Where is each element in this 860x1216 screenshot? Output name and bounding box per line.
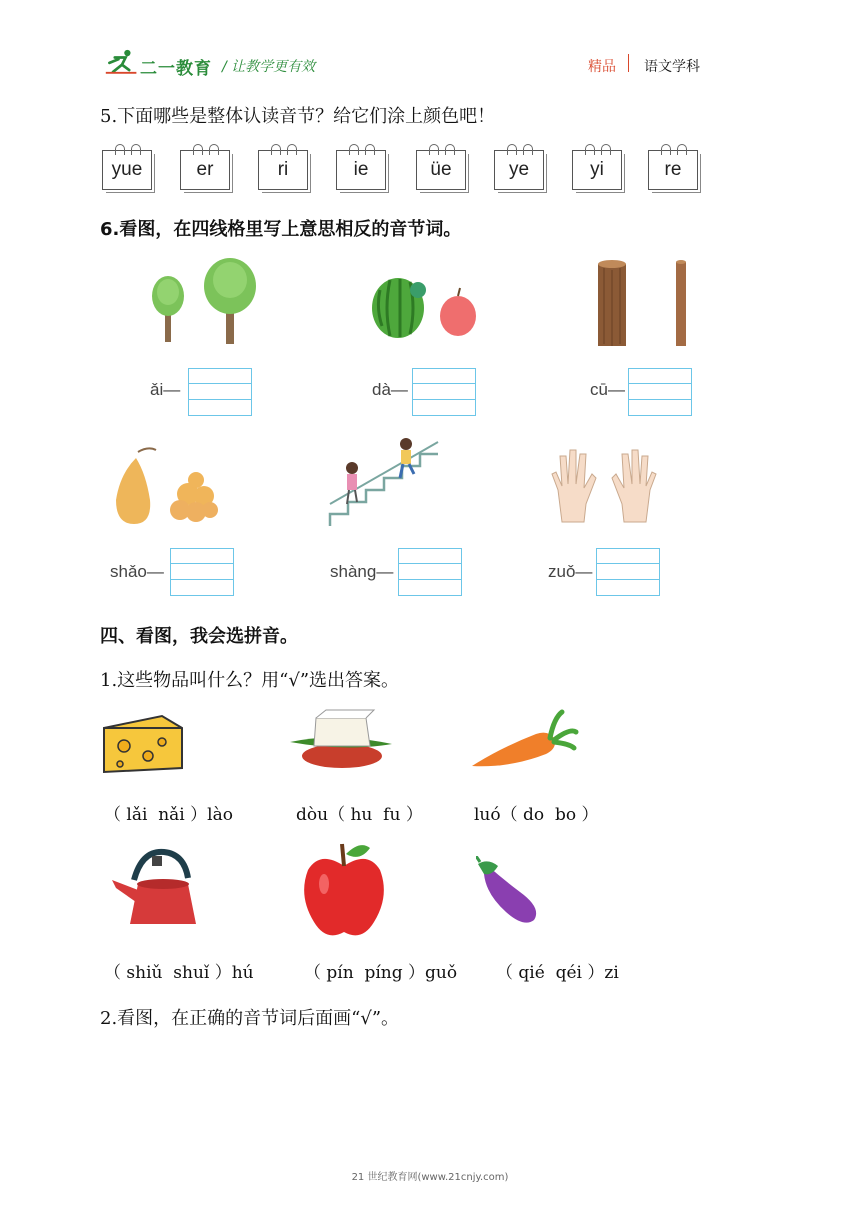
four-line-grid[interactable] [628,368,692,416]
header-subject: 语文学科 [644,59,700,75]
syllable-card[interactable] [494,150,544,190]
grid-line [399,579,461,580]
watermelon-apple-picture [370,270,480,340]
syllable-card[interactable] [648,150,698,190]
syllable-card-label: ie [353,159,369,180]
syllable-card-label: re [664,159,682,180]
syllable-card[interactable] [336,150,386,190]
grid-line [629,399,691,400]
opposite-pinyin-label: shǎo— [110,562,164,581]
opposite-pinyin-label: ǎi— [150,380,181,399]
pinyin-choice-carrot[interactable]: luó（ do bo ） [474,805,599,825]
four-line-grid[interactable] [596,548,660,596]
syllable-card[interactable] [258,150,308,190]
s4-q2-title: 2.看图，在正确的音节词后面画“√”。 [100,1008,400,1029]
four-line-grid[interactable] [412,368,476,416]
trees-picture [148,256,260,348]
syllable-card[interactable] [102,150,152,190]
header-slogan: / 让教学更有效 [222,59,316,75]
syllable-card-label: üe [430,159,452,180]
opposite-pinyin-label: dà— [372,380,408,399]
cheese-picture [102,712,184,774]
carrot-picture [470,708,580,774]
hands-picture [548,444,660,524]
apple-picture [300,840,390,942]
syllable-card-label: ye [508,159,530,180]
syllable-card[interactable] [572,150,622,190]
pinyin-choice-eggplant[interactable]: （ qié qéi ）zi [496,963,619,983]
grid-line [629,383,691,384]
four-line-grid[interactable] [398,548,462,596]
eggplant-picture [476,856,542,926]
syllable-card-label: ri [277,159,289,180]
opposite-pinyin-label: zuǒ— [548,562,593,581]
pinyin-choice-cheese[interactable]: （ lǎi nǎi ）lào [104,805,233,825]
s4-q1-title: 1.这些物品叫什么？用“√”选出答案。 [100,670,400,691]
header-separator [628,54,629,72]
four-line-grid[interactable] [188,368,252,416]
logs-picture [596,258,696,348]
grid-line [171,563,233,564]
grid-line [597,563,659,564]
q5-title: 5.下面哪些是整体认读音节？给它们涂上颜色吧！ [100,106,496,127]
grid-line [597,579,659,580]
syllable-card[interactable] [416,150,466,190]
syllable-card-label: yi [590,159,604,180]
tofu-picture [286,708,396,772]
opposite-pinyin-label: cū— [590,380,625,399]
logo-runner-icon [104,48,140,76]
pinyin-choice-tofu[interactable]: dòu（ hu fu ） [296,805,423,825]
syllable-card-label: yue [111,159,143,180]
grid-line [413,383,475,384]
logo-text: 二一教育 [140,59,212,79]
header-brand: 精品 [588,59,616,75]
grid-line [189,399,251,400]
grid-line [413,399,475,400]
stairs-picture [328,434,444,530]
pinyin-choice-apple[interactable]: （ pín píng ）guǒ [304,963,458,983]
q6-title: 6.看图，在四线格里写上意思相反的音节词。 [100,219,462,240]
grid-line [189,383,251,384]
grid-line [399,563,461,564]
kettle-picture [108,846,202,932]
pinyin-choice-kettle[interactable]: （ shiǔ shuǐ ）hú [104,963,254,983]
syllable-card[interactable] [180,150,230,190]
syllable-card-label: er [196,159,214,180]
grid-line [171,579,233,580]
four-line-grid[interactable] [170,548,234,596]
section4-title: 四、看图，我会选拼音。 [100,626,298,647]
opposite-pinyin-label: shàng— [330,562,394,581]
footer-text: 21 世纪教育网(www.21cnjy.com) [351,1172,509,1183]
pears-picture [100,444,230,528]
